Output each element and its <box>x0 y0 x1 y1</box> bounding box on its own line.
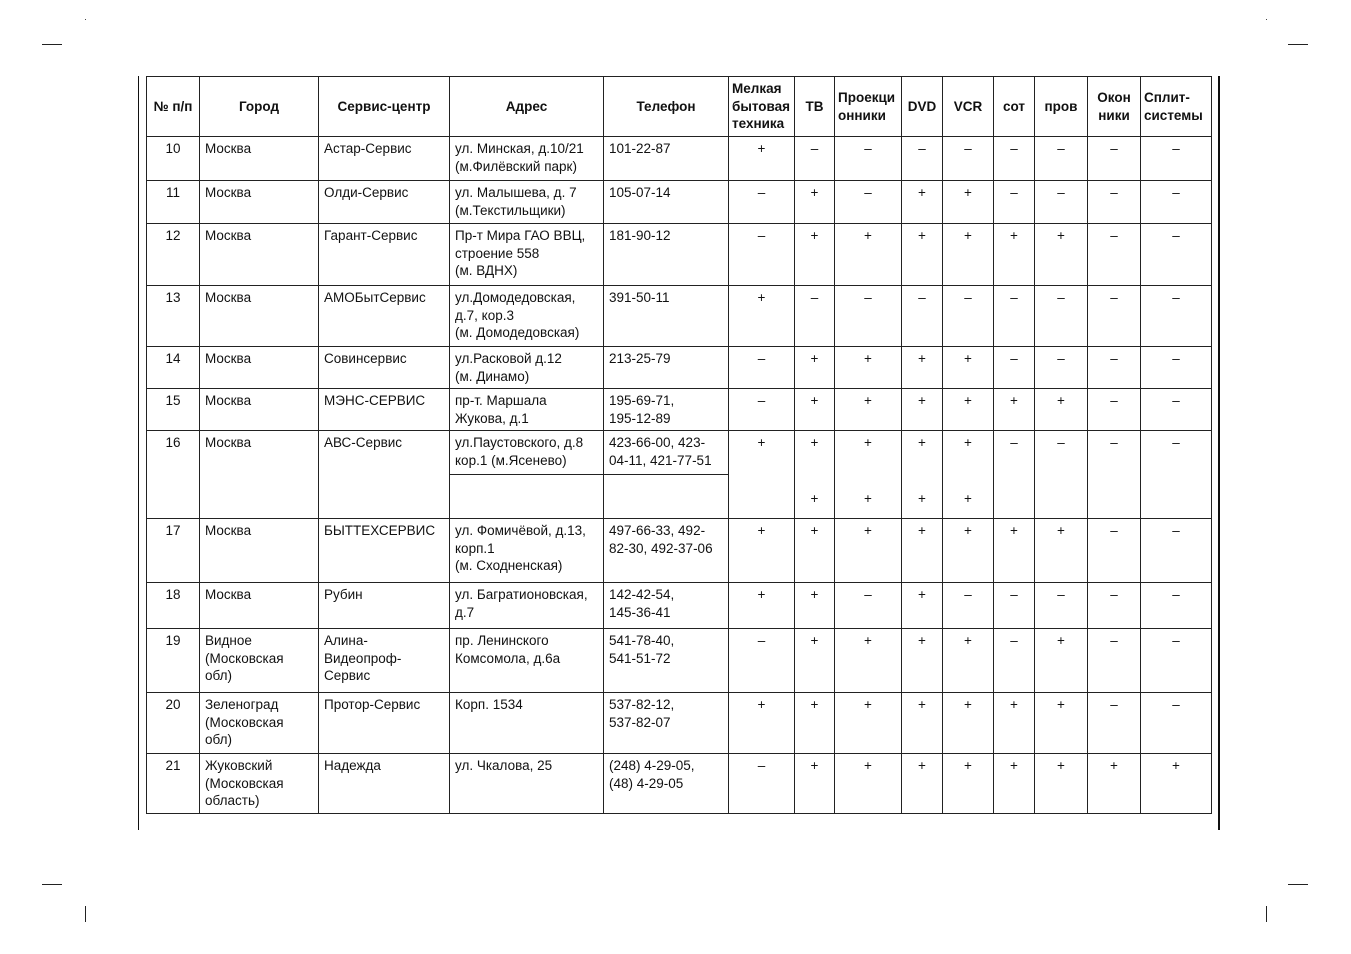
page-edge-right <box>1218 76 1220 830</box>
mark-projectors: + <box>835 693 902 754</box>
service-centers-table <box>146 76 1212 814</box>
mark-mobile: + <box>994 754 1035 814</box>
col-header-city: Город <box>200 77 319 137</box>
mark-small-appliances: – <box>729 181 795 224</box>
mark-mobile: + <box>994 519 1035 583</box>
row-address: ул.Расковой д.12 (м. Динамо) <box>450 347 604 389</box>
row-phone: 537-82-12, 537-82-07 <box>604 693 729 754</box>
row-city: Жуковский (Московская область) <box>200 754 319 814</box>
row-phone: 497-66-33, 492- 82-30, 492-37-06 <box>604 519 729 583</box>
row-address: ул.Паустовского, д.8 кор.1 (м.Ясенево) <box>450 431 604 475</box>
row-phone: 181-90-12 <box>604 224 729 286</box>
mark-projectors: + <box>835 347 902 389</box>
row-address: ул. Минская, д.10/21 (м.Филёвский парк) <box>450 137 604 181</box>
mark-mobile: – <box>994 431 1035 519</box>
row-address: Корп. 1534 <box>450 693 604 754</box>
table-row <box>147 286 1212 347</box>
row-phone: 213-25-79 <box>604 347 729 389</box>
col-header-address: Адрес <box>450 77 604 137</box>
mark-split: + <box>1141 754 1212 814</box>
row-num: 14 <box>147 347 200 389</box>
mark-tv: + <box>795 347 835 389</box>
mark-dvd: + <box>902 754 943 814</box>
mark-vcr: + <box>943 389 994 431</box>
mark-mobile: + <box>994 693 1035 754</box>
mark-dvd: + <box>902 347 943 389</box>
table-row <box>147 754 1212 814</box>
mark-projectors: + <box>835 224 902 286</box>
row-city: Видное (Московская обл) <box>200 629 319 693</box>
mark-split: – <box>1141 519 1212 583</box>
mark-small-appliances: – <box>729 629 795 693</box>
col-header-num: № п/п <box>147 77 200 137</box>
mark-vcr: + <box>943 629 994 693</box>
mark-top: + <box>864 435 872 450</box>
mark-wired: – <box>1035 431 1088 519</box>
mark-dvd: – <box>902 286 943 347</box>
row-city: Москва <box>200 181 319 224</box>
mark-tv: – <box>795 137 835 181</box>
row-center: АМОБытСервис <box>319 286 450 347</box>
mark-dvd: + <box>902 519 943 583</box>
table-header-row <box>147 77 1212 137</box>
mark-window-ac: – <box>1088 286 1141 347</box>
mark-window-ac: – <box>1088 224 1141 286</box>
row-num: 18 <box>147 583 200 629</box>
row-num: 20 <box>147 693 200 754</box>
mark-wired: – <box>1035 137 1088 181</box>
mark-vcr: + <box>943 519 994 583</box>
mark-mobile: + <box>994 389 1035 431</box>
mark-split: – <box>1141 583 1212 629</box>
mark-dvd: + <box>902 224 943 286</box>
row-city: Москва <box>200 519 319 583</box>
mark-small-appliances: – <box>729 347 795 389</box>
row-city: Москва <box>200 347 319 389</box>
row-num: 17 <box>147 519 200 583</box>
mark-window-ac: – <box>1088 431 1141 519</box>
crop-mark <box>1266 906 1267 922</box>
row-center: Астар-Сервис <box>319 137 450 181</box>
mark-mobile: – <box>994 583 1035 629</box>
mark-tv: – <box>795 286 835 347</box>
row-phone-empty <box>604 475 729 519</box>
row-address-empty <box>450 475 604 519</box>
row-address: ул. Фомичёвой, д.13, корп.1 (м. Сходненская) <box>450 519 604 583</box>
mark-top: + <box>964 435 972 450</box>
row-address: пр. Ленинского Комсомола, д.6а <box>450 629 604 693</box>
mark-window-ac: – <box>1088 347 1141 389</box>
mark-window-ac: + <box>1088 754 1141 814</box>
mark-wired: + <box>1035 389 1088 431</box>
mark-dvd: + <box>902 181 943 224</box>
crop-mark <box>42 44 62 45</box>
mark-tv: + <box>795 519 835 583</box>
col-header-mobile: сот <box>994 77 1035 137</box>
row-address: ул. Багратионовская, д.7 <box>450 583 604 629</box>
mark-window-ac: – <box>1088 181 1141 224</box>
mark-bottom: + <box>810 491 819 506</box>
mark-vcr: + <box>943 693 994 754</box>
mark-projectors: – <box>835 286 902 347</box>
mark-vcr: – <box>943 286 994 347</box>
mark-wired: – <box>1035 181 1088 224</box>
row-center: Рубин <box>319 583 450 629</box>
row-phone: 105-07-14 <box>604 181 729 224</box>
row-phone: 101-22-87 <box>604 137 729 181</box>
mark-tv: + <box>795 629 835 693</box>
crop-mark <box>1288 44 1308 45</box>
row-center: БЫТТЕХСЕРВИС <box>319 519 450 583</box>
mark-tv: + <box>795 224 835 286</box>
row-city: Москва <box>200 286 319 347</box>
mark-split: – <box>1141 224 1212 286</box>
mark-split: – <box>1141 137 1212 181</box>
row-center: Протор-Сервис <box>319 693 450 754</box>
mark-split: – <box>1141 286 1212 347</box>
col-header-tv: ТВ <box>795 77 835 137</box>
mark-wired: – <box>1035 583 1088 629</box>
row-city: Москва <box>200 431 319 519</box>
mark-top: + <box>918 435 926 450</box>
mark-bottom: + <box>918 491 926 506</box>
mark-mobile: – <box>994 181 1035 224</box>
mark-mobile: – <box>994 286 1035 347</box>
mark-split: – <box>1141 629 1212 693</box>
mark-projectors: + <box>835 389 902 431</box>
mark-small-appliances: – <box>729 224 795 286</box>
mark-wired: + <box>1035 693 1088 754</box>
row-center: Гарант-Сервис <box>319 224 450 286</box>
row-address: Пр-т Мира ГАО ВВЦ, строение 558 (м. ВДНХ) <box>450 224 604 286</box>
mark-tv: + <box>795 693 835 754</box>
mark-wired: + <box>1035 629 1088 693</box>
row-phone: 195-69-71, 195-12-89 <box>604 389 729 431</box>
mark-dvd: – <box>902 137 943 181</box>
table-row <box>147 347 1212 389</box>
row-phone: 541-78-40, 541-51-72 <box>604 629 729 693</box>
mark-vcr: + <box>943 224 994 286</box>
mark-vcr: + <box>943 347 994 389</box>
mark-tv: + <box>795 583 835 629</box>
mark-bottom: + <box>864 491 872 506</box>
col-header-vcr: VCR <box>943 77 994 137</box>
col-header-wired: пров <box>1035 77 1088 137</box>
mark-small-appliances: – <box>729 754 795 814</box>
mark-dvd: + <box>902 389 943 431</box>
table-row <box>147 137 1212 181</box>
row-address: ул.Домодедовская, д.7, кор.3 (м. Домодедовская) <box>450 286 604 347</box>
mark-small-appliances: + <box>729 583 795 629</box>
row-center: Совинсервис <box>319 347 450 389</box>
mark-small-appliances: + <box>729 431 795 519</box>
row-num: 21 <box>147 754 200 814</box>
table-row <box>147 224 1212 286</box>
mark-bottom: + <box>964 491 972 506</box>
table-row <box>147 693 1212 754</box>
row-phone: (248) 4-29-05, (48) 4-29-05 <box>604 754 729 814</box>
row-phone: 423-66-00, 423- 04-11, 421-77-51 <box>604 431 729 475</box>
table-row <box>147 389 1212 431</box>
table-row <box>147 181 1212 224</box>
col-header-split-systems: Сплит- системы <box>1141 77 1212 137</box>
row-phone: 391-50-11 <box>604 286 729 347</box>
mark-wired: + <box>1035 754 1088 814</box>
mark-vcr: + <box>943 181 994 224</box>
page-edge-left <box>138 76 139 830</box>
crop-mark <box>85 906 86 922</box>
mark-window-ac: – <box>1088 389 1141 431</box>
row-num: 10 <box>147 137 200 181</box>
row-city: Москва <box>200 389 319 431</box>
mark-tv <box>795 431 835 519</box>
row-city: Зеленоград (Московская обл) <box>200 693 319 754</box>
mark-vcr: – <box>943 583 994 629</box>
col-header-center: Сервис-центр <box>319 77 450 137</box>
mark-top: + <box>810 435 819 450</box>
mark-split: – <box>1141 693 1212 754</box>
mark-vcr: – <box>943 137 994 181</box>
mark-small-appliances: – <box>729 389 795 431</box>
mark-split: – <box>1141 347 1212 389</box>
crop-mark <box>42 884 62 885</box>
mark-wired: + <box>1035 224 1088 286</box>
mark-dvd: + <box>902 693 943 754</box>
mark-vcr <box>943 431 994 519</box>
row-city: Москва <box>200 224 319 286</box>
mark-projectors <box>835 431 902 519</box>
row-address: пр-т. Маршала Жукова, д.1 <box>450 389 604 431</box>
mark-wired: – <box>1035 347 1088 389</box>
mark-dvd: + <box>902 583 943 629</box>
mark-projectors: + <box>835 629 902 693</box>
row-num: 12 <box>147 224 200 286</box>
mark-window-ac: – <box>1088 519 1141 583</box>
row-num: 16 <box>147 431 200 519</box>
crop-dot <box>1266 19 1267 20</box>
mark-tv: + <box>795 181 835 224</box>
mark-tv: + <box>795 754 835 814</box>
row-num: 19 <box>147 629 200 693</box>
mark-projectors: + <box>835 754 902 814</box>
row-city: Москва <box>200 137 319 181</box>
col-header-dvd: DVD <box>902 77 943 137</box>
table-row <box>147 629 1212 693</box>
mark-mobile: – <box>994 629 1035 693</box>
mark-small-appliances: + <box>729 693 795 754</box>
row-phone: 142-42-54, 145-36-41 <box>604 583 729 629</box>
mark-projectors: – <box>835 137 902 181</box>
row-center: Олди-Сервис <box>319 181 450 224</box>
row-center: МЭНС-СЕРВИС <box>319 389 450 431</box>
mark-window-ac: – <box>1088 137 1141 181</box>
mark-window-ac: – <box>1088 583 1141 629</box>
row-address: ул. Чкалова, 25 <box>450 754 604 814</box>
mark-vcr: + <box>943 754 994 814</box>
mark-projectors: – <box>835 181 902 224</box>
crop-dot <box>85 19 86 20</box>
mark-mobile: – <box>994 347 1035 389</box>
row-center: Надежда <box>319 754 450 814</box>
col-header-window-ac: Окон ники <box>1088 77 1141 137</box>
crop-mark <box>1288 884 1308 885</box>
mark-small-appliances: + <box>729 519 795 583</box>
mark-small-appliances: + <box>729 137 795 181</box>
mark-projectors: – <box>835 583 902 629</box>
mark-window-ac: – <box>1088 693 1141 754</box>
mark-split: – <box>1141 389 1212 431</box>
table-row <box>147 583 1212 629</box>
mark-dvd: + <box>902 629 943 693</box>
mark-split: – <box>1141 431 1212 519</box>
row-num: 11 <box>147 181 200 224</box>
mark-dvd <box>902 431 943 519</box>
row-center: АВС-Сервис <box>319 431 450 519</box>
mark-tv: + <box>795 389 835 431</box>
row-address: ул. Малышева, д. 7 (м.Текстильщики) <box>450 181 604 224</box>
table-row <box>147 519 1212 583</box>
col-header-small-appliances: Мелкая бытовая техника <box>729 77 795 137</box>
col-header-phone: Телефон <box>604 77 729 137</box>
row-center: Алина- Видеопроф- Сервис <box>319 629 450 693</box>
row-num: 13 <box>147 286 200 347</box>
row-city: Москва <box>200 583 319 629</box>
mark-wired: + <box>1035 519 1088 583</box>
mark-split: – <box>1141 181 1212 224</box>
table-row <box>147 431 1212 475</box>
mark-small-appliances: + <box>729 286 795 347</box>
col-header-projectors: Проекци онники <box>835 77 902 137</box>
mark-window-ac: – <box>1088 629 1141 693</box>
mark-wired: – <box>1035 286 1088 347</box>
mark-mobile: + <box>994 224 1035 286</box>
mark-projectors: + <box>835 519 902 583</box>
mark-mobile: – <box>994 137 1035 181</box>
row-num: 15 <box>147 389 200 431</box>
